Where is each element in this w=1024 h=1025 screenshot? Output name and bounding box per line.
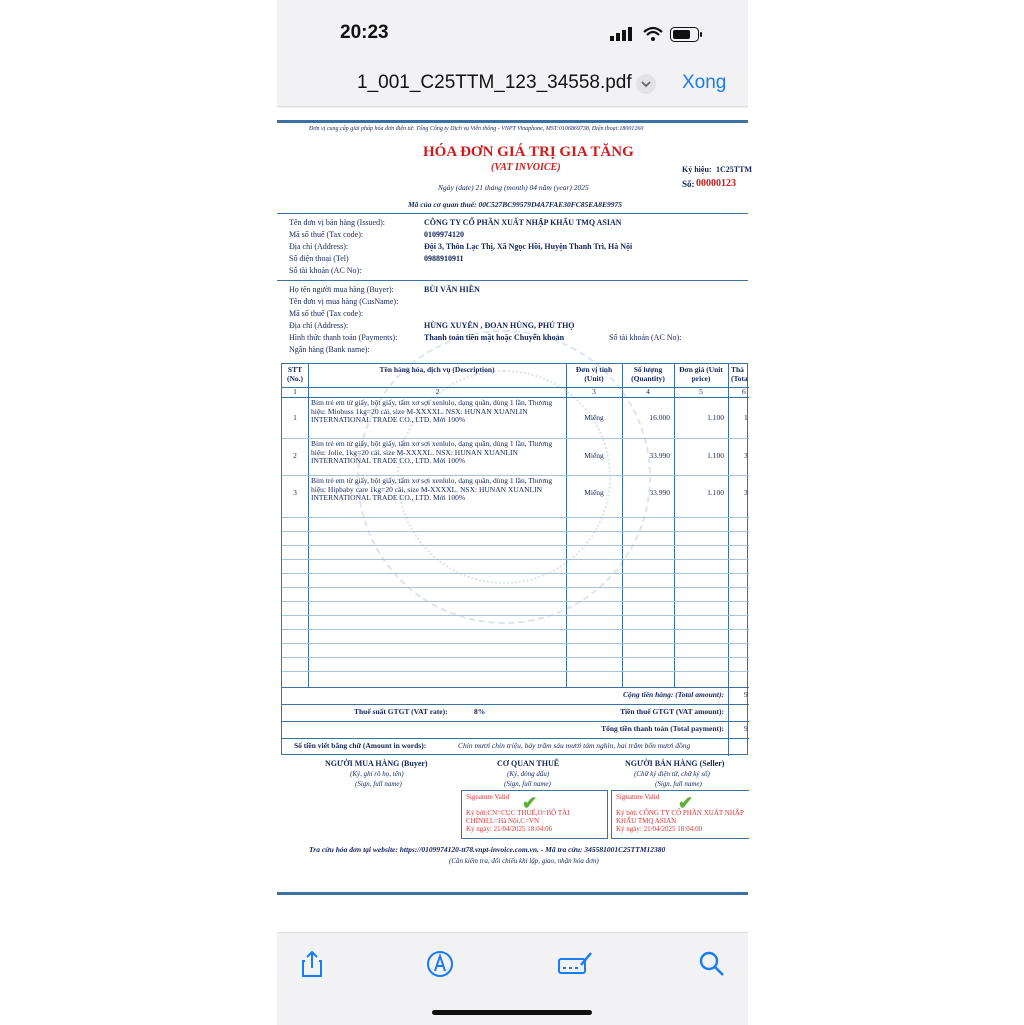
checkmark-icon: ✔ (522, 793, 538, 813)
seller-signer: Ký bởi: CÔNG TY CỔ PHẦN XUẤT NHẬP KHẨU TMQ ASIAN (616, 809, 744, 825)
subtotal-label: Cộng tiền hàng: (Total amount): (623, 690, 724, 699)
battery-icon (670, 27, 704, 42)
buyer-sign-sub1: (Ký, ghi rõ họ, tên) (350, 770, 404, 778)
row-1-quantity: 16.000 (649, 413, 670, 422)
symbol-value: 1C25TTM (716, 165, 752, 174)
phone-screen (277, 0, 752, 1024)
tax-authority-sub2: (Sign, full name) (504, 780, 551, 788)
tax-sign-date: Ký ngày: 21/04/2025 18:04:06 (466, 825, 553, 833)
row-1-unit: Miếng (584, 413, 604, 422)
bank-label: Ngân hàng (Bank name): (289, 345, 370, 354)
header-unit-price: Đơn giá (Unit price) (679, 365, 723, 383)
tax-signature-box[interactable] (461, 790, 608, 839)
seller-sign-sub1: (Chữ ký điện tử, chữ ký số) (634, 770, 710, 778)
header-stt: STT (No.) (286, 365, 304, 383)
checkmark-icon: ✔ (678, 793, 694, 813)
seller-sign-sub2: (Sign, full name) (655, 780, 702, 788)
signature-icon[interactable] (557, 949, 593, 979)
seller-sign-date: Ký ngày: 21/04/2025 18:04:00 (616, 825, 703, 833)
symbol-label: Ký hiệu: (682, 165, 712, 174)
seller-address: Đội 3, Thôn Lạc Thị, Xã Ngọc Hồi, Huyện Thanh Trì, Hà Nội (424, 242, 633, 251)
payment-label: Hình thức thanh toán (Payments): (289, 333, 398, 342)
row-3-description: Bỉm trẻ em từ giấy, bột giấy, tấm xơ sợi xenlulo, dạng quần, dùng 1 lần, Thương hiệu: Hipbaby care 1kg=20 cái, size M-XXXXL. NSX: HUNAN XUANLIN INTERNATIONAL TRADE CO., LTD. Mới 100% (311, 476, 553, 502)
amount-in-words: Chín mươi chín triệu, bảy trăm sáu mươi tám nghìn, hai trăm bốn mươi đồng (458, 741, 691, 750)
done-button[interactable]: Xong (682, 72, 727, 93)
buyer-sign-title: NGƯỜI MUA HÀNG (Buyer) (325, 759, 428, 768)
seller-tax-label: Mã số thuế (Tax code): (289, 230, 364, 239)
bottom-border (277, 892, 748, 895)
cusname-label: Tên đơn vị mua hàng (CusName): (289, 297, 399, 306)
row-2-description: Bỉm trẻ em từ giấy, bột giấy, tấm xơ sợi xenlulo, dạng quần, dùng 1 lần, Thương hiệu: Jolie, 1kg=20 cái, size M-XXXXL. NSX: HUNAN XUANLIN INTERNATIONAL TRADE CO., LTD. Mới 100% (311, 439, 553, 465)
cellular-signal-icon (610, 27, 632, 41)
subtotal-value: 9 (744, 690, 748, 699)
header-total: Thà (Tota (731, 365, 748, 383)
row-3-unit: Miếng (584, 488, 604, 497)
buyer-address-label: Địa chỉ (Address): (289, 321, 349, 330)
index-3: 3 (592, 387, 596, 396)
row-2-price: 1.100 (707, 451, 724, 460)
status-time: 20:23 (340, 22, 389, 43)
words-label: Số tiền viết bằng chữ (Amount in words): (294, 741, 427, 750)
seller-signature-valid: Signature Valid (616, 793, 660, 801)
file-name[interactable]: 1_001_C25TTM_123_34558.pdf (357, 72, 632, 93)
seller-address-label: Địa chỉ (Address): (289, 242, 349, 251)
index-5: 5 (699, 387, 703, 396)
lookup-line: Tra cứu hóa đơn tại website: https://0109974120-tt78.vnpt-invoice.com.vn. - Mã tra cứu: 345581001C25TTM12380 (309, 845, 666, 854)
seller-signature-box[interactable] (611, 790, 749, 839)
row-2-total: 3 (744, 451, 748, 460)
divider-seller (277, 213, 748, 214)
grand-total-value: 9 (744, 724, 748, 733)
row-3-price: 1.100 (707, 488, 724, 497)
row-2-unit: Miếng (584, 451, 604, 460)
provider-note: Đơn vị cung cấp giải pháp hóa đơn điện tử: Tổng Công ty Dịch vụ Viễn thông - VNPT Vinaphone, MST:0106869738, Điện thoại:18001260 (309, 126, 644, 132)
wifi-icon (643, 27, 663, 41)
row-2-quantity: 33.990 (649, 451, 670, 460)
vat-amount-label: Tiền thuế GTGT (VAT amount): (620, 707, 724, 716)
buyer-label: Họ tên người mua hàng (Buyer): (289, 285, 394, 294)
header-quantity: Số lượng (Quantity) (631, 365, 665, 383)
number-label: Số: (682, 179, 695, 189)
seller-name: CÔNG TY CỔ PHẦN XUẤT NHẬP KHẨU TMQ ASIAN (424, 218, 622, 227)
invoice-number: 00000123 (696, 178, 736, 189)
header-unit: Đơn vị tính (Unit) (575, 365, 613, 383)
seller-name-label: Tên đơn vị bán hàng (Issued): (289, 218, 385, 227)
row-2-no: 2 (293, 451, 297, 460)
status-bar (277, 0, 748, 62)
chevron-down-icon[interactable] (636, 74, 656, 94)
header-description: Tên hàng hóa, dịch vụ (Description) (379, 365, 495, 374)
index-1: 1 (293, 387, 297, 396)
row-3-quantity: 33.990 (649, 488, 670, 497)
items-table (281, 363, 748, 755)
home-indicator[interactable] (432, 1010, 592, 1015)
row-3-total: 3 (744, 488, 748, 497)
invoice-subtitle: (VAT INVOICE) (491, 162, 561, 173)
invoice-page (277, 120, 752, 900)
buyer-sign-sub2: (Sign, full name) (355, 780, 402, 788)
tax-authority-code: Mã của cơ quan thuế: 00C527BC99579D4A7FAE30FC85EA8E9975 (408, 200, 622, 209)
seller-account-label: Số tài khoản (AC No): (289, 266, 362, 275)
buyer-name: BÙI VĂN HIỀN (424, 285, 480, 294)
document-view[interactable] (277, 108, 752, 932)
grand-total-label: Tổng tiền thanh toán (Total payment): (601, 724, 724, 733)
seller-sign-title: NGƯỜI BÁN HÀNG (Seller) (625, 759, 725, 768)
top-border (277, 120, 748, 123)
tax-signature-valid: Signature Valid (466, 793, 510, 801)
buyer-address: HÙNG XUYÊN , ĐOAN HÙNG, PHÚ THỌ (424, 321, 575, 330)
row-1-total: 1 (744, 413, 748, 422)
index-2: 2 (435, 387, 440, 396)
lookup-note: (Cần kiểm tra, đối chiếu khi lập, giao, nhận hóa đơn) (449, 857, 599, 865)
share-icon[interactable] (297, 949, 327, 979)
markup-icon[interactable] (425, 949, 455, 979)
invoice-date: Ngày (date) 21 tháng (month) 04 năm (year) 2025 (438, 183, 589, 192)
seller-phone-label: Số điện thoại (Tel) (289, 254, 349, 263)
seller-phone: 0988910911 (424, 254, 464, 263)
seller-tax: 0109974120 (424, 230, 464, 239)
tax-authority-title: CƠ QUAN THUẾ (497, 759, 560, 768)
tax-authority-sub1: (Ký, đóng dấu) (507, 770, 550, 778)
buyer-tax-label: Mã số thuế (Tax code): (289, 309, 364, 318)
search-icon[interactable] (697, 949, 727, 979)
row-3-no: 3 (293, 488, 297, 497)
vat-rate-label: Thuế suất GTGT (VAT rate): (354, 707, 448, 716)
vat-rate: 8% (474, 707, 486, 716)
tax-signer: Ký bởi:CN=CỤC THUẾ,O=BỘ TÀI CHÍNH,L=Hà Nội,C=VN (466, 809, 570, 825)
payment-method: Thanh toán tiền mặt hoặc Chuyển khoản (424, 333, 565, 342)
row-1-description: Bỉm trẻ em từ giấy, bột giấy, tấm xơ sợi xenlulo, dạng quần, dùng 1 lần, Thương hiệu: Miobuss 1kg=20 cái, size M-XXXXL. NSX: HUNAN XUANLIN INTERNATIONAL TRADE CO., LTD. Mới 100% (311, 398, 553, 424)
buyer-account-label: Số tài khoản (AC No): (609, 333, 682, 342)
row-1-no: 1 (293, 413, 297, 422)
divider-buyer (277, 280, 748, 281)
index-6: 6 (742, 387, 746, 396)
index-4: 4 (646, 387, 650, 396)
invoice-title: HÓA ĐƠN GIÁ TRỊ GIA TĂNG (423, 144, 634, 160)
document-nav-bar (277, 62, 748, 107)
row-1-price: 1.100 (707, 413, 724, 422)
